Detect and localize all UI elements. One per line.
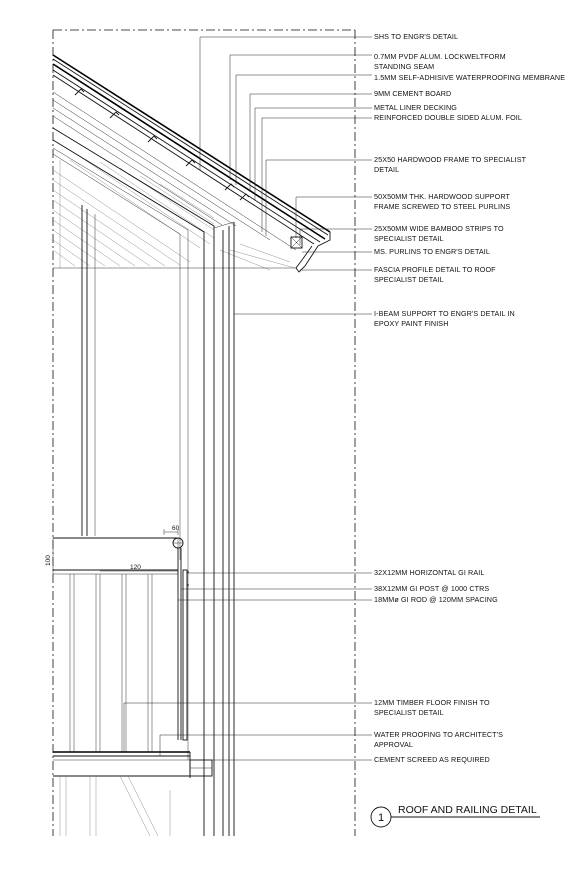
annotation-gi-post: 38X12MM GI POST @ 1000 CTRS — [374, 584, 490, 593]
annotation-membrane: 1.5MM SELF-ADHISIVE WATERPROOFING MEMBRANE — [374, 73, 566, 82]
annotation-gi-rod: 18MMø GI ROD @ 120MM SPACING — [374, 595, 498, 604]
dimension-label-100: 100 — [45, 555, 52, 566]
detail-title: ROOF AND RAILING DETAIL — [398, 804, 537, 816]
annotation-standing-seam-line1: 0.7MM PVDF ALUM. LOCKWELTFORM — [374, 52, 506, 61]
title-block — [371, 804, 540, 827]
annotation-shs: SHS TO ENGR'S DETAIL — [374, 32, 459, 41]
annotation-hardwood-frame-line1: 25X50 HARDWOOD FRAME TO SPECIALIST — [374, 155, 527, 164]
annotation-cement-screed: CEMENT SCREED AS REQUIRED — [374, 755, 490, 764]
annotation-standing-seam-line2: STANDING SEAM — [374, 62, 435, 71]
annotation-ibeam-line2: EPOXY PAINT FINISH — [374, 319, 449, 328]
annotation-cement-board: 9MM CEMENT BOARD — [374, 89, 452, 98]
annotation-timber-floor-line1: 12MM TIMBER FLOOR FINISH TO — [374, 698, 490, 707]
annotation-ibeam-line1: I-BEAM SUPPORT TO ENGR'S DETAIL IN — [374, 309, 515, 318]
annotation-bamboo-line2: SPECIALIST DETAIL — [374, 234, 444, 243]
annotation-support-frame-line2: FRAME SCREWED TO STEEL PURLINS — [374, 202, 511, 211]
annotation-waterproofing-line1: WATER PROOFING TO ARCHITECT'S — [374, 730, 503, 739]
railing — [53, 538, 189, 752]
annotation-bamboo-line1: 25X50MM WIDE BAMBOO STRIPS TO — [374, 224, 504, 233]
annotation-fascia-line2: SPECIALIST DETAIL — [374, 275, 444, 284]
annotation-support-frame-line1: 50X50MM THK. HARDWOOD SUPPORT — [374, 192, 511, 201]
annotation-horizontal-rail: 32X12MM HORIZONTAL GI RAIL — [374, 568, 485, 577]
dimension-label-60: 60 — [172, 525, 180, 532]
annotation-purlins: MS. PURLINS TO ENGR'S DETAIL — [374, 247, 491, 256]
detail-number: 1 — [377, 812, 385, 824]
i-beam-column — [214, 222, 234, 836]
roof-section — [53, 55, 330, 836]
annotation-hardwood-frame-line2: DETAIL — [374, 165, 400, 174]
annotation-liner-decking: METAL LINER DECKING — [374, 103, 457, 112]
dimension-marks — [45, 525, 180, 574]
annotation-fascia-line1: FASCIA PROFILE DETAIL TO ROOF — [374, 265, 496, 274]
dimension-label-120: 120 — [130, 564, 141, 571]
floor-section — [53, 752, 212, 836]
annotation-list — [374, 32, 565, 764]
annotation-alum-foil: REINFORCED DOUBLE SIDED ALUM. FOIL — [374, 113, 522, 122]
annotation-waterproofing-line2: APPROVAL — [374, 740, 414, 749]
annotation-timber-floor-line2: SPECIALIST DETAIL — [374, 708, 444, 717]
